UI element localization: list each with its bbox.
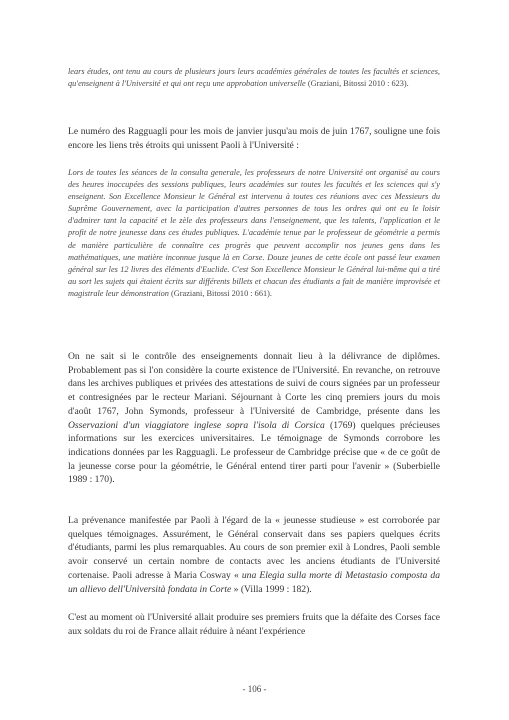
- paragraph-2-part-2: » (Villa 1999 : 182).: [231, 583, 312, 595]
- body-paragraph-3: C'est au moment où l'Université allait produire ses premiers fruits que la défaite des Corses face aux soldats du roi de France allait réduire à néant l'expérience: [68, 612, 440, 637]
- body-paragraph-2: [68, 514, 440, 596]
- main-quote-citation: (Graziani, Bitossi 2010 : 661).: [171, 288, 272, 298]
- page-number: - 106 -: [242, 684, 267, 694]
- body-paragraph-1: [68, 350, 440, 487]
- main-quote: [68, 167, 440, 300]
- paragraph-1-part-2: (1769) quelques précieuses informations sur les exercices universitaires. Le témoignage de Symonds corrobore les indications données par les Ragguagli. Le professeur de Cambridge précise que « de ce goût de la jeunesse corse pour la géométrie, le Général entend tirer parti pour l'avenir » (Suberbielle 1989 : 170).: [68, 419, 440, 486]
- top-quote: [68, 66, 440, 90]
- paragraph-2-italic-title: una Elegia sulla morte di Metastasio composta da un allievo dell'Università fondata in Corte: [68, 569, 441, 595]
- main-quote-text: Lors de toutes les séances de la consulta generale, les professeurs de notre Université ont organisé au cours des heures inoccupées des sessions publiques, leurs académies sur toutes les facultés et les sciences qui s'y enseignent. Son Excellence Monsieur le Général est intervenu à toutes ces réunions avec ces Messieurs du Suprême Gouvernement, avec la participation d'autres personnes de tous les ordres qui ont eu le loisir d'admirer tant la capacité et le zèle des professeurs dans l'enseignement, que les talents, l'application et le profit de notre jeunesse dans ces études publiques. L'académie tenue par le professeur de géométrie a permis de manière particulière de connaître ces progrès que peuvent accomplir nos jeunes gens dans les mathématiques, une matière inconnue jusque là en Corse. Douze jeunes de cette école ont passé leur examen général sur les 12 livres des éléments d'Euclide. C'est Son Excellence Monsieur le Général lui-même qui a tiré au sort les sujets qui étaient écrits sur différents billets et chacun des étudiants a fait de manière improvisée et magistrale leur démonstration: [68, 168, 440, 298]
- top-quote-text: lears études, ont tenu au cours de plusieurs jours leurs académies générales de toutes les facultés et sciences, qu'enseignent à l'Université et qui ont reçu une approbation universelle: [68, 67, 440, 89]
- intro-paragraph: Le numéro des Ragguagli pour les mois de janvier jusqu'au mois de juin 1767, souligne une fois encore les liens très étroits qui unissent Paoli à l'Université :: [68, 126, 440, 151]
- paragraph-1-italic-title: Osservazioni d'un viaggiatore inglese sopra l'isola di Corsica: [68, 419, 325, 431]
- paragraph-1-part-1: On ne sait si le contrôle des enseignements donnait lieu à la délivrance de diplômes. Probablement pas si l'on considère la courte existence de l'Université. En revanche, on retrouve dans les archives publiques et privées des attestations de suivi de cours signées par un professeur et contresignées par le recteur Mariani. Séjournant à Corte les cinq premiers jours du mois d'août 1767, John Symonds, professeur à l'Université de Cambridge, présente dans les: [68, 351, 440, 417]
- top-quote-citation: (Graziani, Bitossi 2010 : 623).: [307, 79, 409, 89]
- paragraph-2-part-1: La prévenance manifestée par Paoli à l'égard de la « jeunesse studieuse » est corroborée par quelques témoignages. Assurément, le Général conservait dans ses papiers quelques écrits d'étudiants, parmi les plus remarquables. Au cours de son premier exil à Londres, Paoli semble avoir conservé un certain nombre de contacts avec les anciens étudiants de l'Université cortenaise. Paoli adresse à Maria Cosway «: [68, 515, 440, 581]
